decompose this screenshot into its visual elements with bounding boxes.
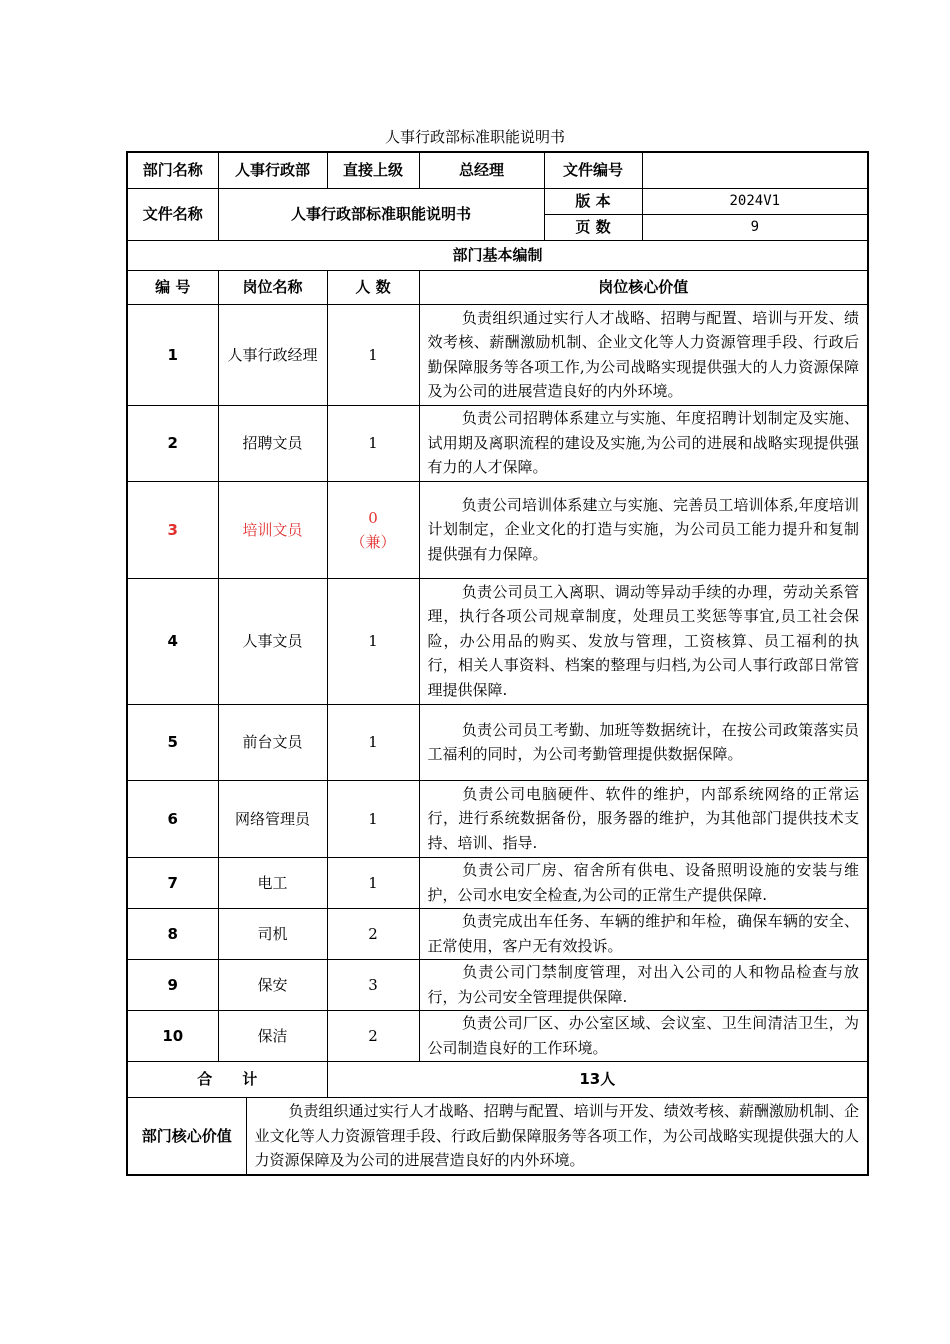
row-count: 3	[327, 959, 419, 1010]
row-value-text: 负责完成出车任务、车辆的维护和年检，确保车辆的安全、正常使用，客户无有效投诉。	[427, 912, 860, 955]
row-count-value: 0	[368, 508, 378, 527]
row-no: 1	[127, 304, 218, 405]
row-position: 招聘文员	[218, 405, 327, 481]
row-count	[327, 481, 419, 578]
row-value-text: 负责公司培训体系建立与实施、完善员工培训体系,年度培训计划制定，企业文化的打造与实施，为公司员工能力提升和复制提供强有力保障。	[427, 495, 860, 563]
row-count: 1	[327, 780, 419, 857]
file-name-value: 人事行政部标准职能说明书	[218, 188, 544, 240]
row-position: 网络管理员	[218, 780, 327, 857]
table-row	[127, 857, 868, 908]
row-position: 保安	[218, 959, 327, 1010]
col-header-value: 岗位核心价值	[419, 270, 868, 304]
table-row	[127, 1010, 868, 1061]
row-value	[419, 857, 868, 908]
core-value-row	[127, 1097, 868, 1175]
table-row	[127, 959, 868, 1010]
dept-label: 部门名称	[127, 152, 218, 188]
table-row	[127, 405, 868, 481]
row-no: 6	[127, 780, 218, 857]
row-value-text: 负责公司门禁制度管理，对出入公司的人和物品检查与放行，为公司安全管理提供保障.	[427, 963, 860, 1006]
header-row-1	[127, 152, 868, 188]
row-no: 10	[127, 1010, 218, 1061]
col-header-no: 编 号	[127, 270, 218, 304]
row-value	[419, 780, 868, 857]
row-no: 5	[127, 704, 218, 780]
table-row	[127, 908, 868, 959]
row-count: 2	[327, 908, 419, 959]
row-value	[419, 1010, 868, 1061]
row-count: 1	[327, 304, 419, 405]
row-position: 电工	[218, 857, 327, 908]
row-no: 7	[127, 857, 218, 908]
table-row	[127, 481, 868, 578]
row-value-text: 负责公司员工考勤、加班等数据统计，在按公司政策落实员工福利的同时，为公司考勤管理提供数据保障。	[427, 720, 860, 763]
column-header-row	[127, 270, 868, 304]
section-title-row	[127, 240, 868, 270]
row-no: 8	[127, 908, 218, 959]
row-no: 4	[127, 578, 218, 704]
row-value	[419, 908, 868, 959]
header-row-2	[127, 188, 868, 214]
total-value: 13人	[327, 1061, 868, 1097]
row-position: 人事行政经理	[218, 304, 327, 405]
row-value	[419, 578, 868, 704]
job-description-table	[126, 151, 869, 1176]
row-count: 1	[327, 857, 419, 908]
file-no-label: 文件编号	[544, 152, 642, 188]
version-label: 版 本	[544, 188, 642, 214]
row-value-text: 负责公司电脑硬件、软件的维护，内部系统网络的正常运行，进行系统数据备份，服务器的维护，为其他部门提供技术支持、培训、指导.	[427, 784, 860, 852]
row-count: 1	[327, 405, 419, 481]
row-count-note: （兼）	[350, 532, 396, 551]
row-no: 9	[127, 959, 218, 1010]
row-value-text: 负责公司厂房、宿舍所有供电、设备照明设施的安装与维护，公司水电安全检查,为公司的正常生产提供保障.	[427, 861, 860, 904]
col-header-count: 人 数	[327, 270, 419, 304]
row-no: 3	[127, 481, 218, 578]
core-value-label: 部门核心价值	[127, 1097, 246, 1175]
row-value-text: 负责公司招聘体系建立与实施、年度招聘计划制定及实施、试用期及离职流程的建设及实施,为公司的进展和战略实现提供强有力的人才保障。	[427, 409, 860, 477]
superior-value: 总经理	[419, 152, 544, 188]
row-position: 人事文员	[218, 578, 327, 704]
row-count: 2	[327, 1010, 419, 1061]
file-name-label: 文件名称	[127, 188, 218, 240]
file-no-value	[642, 152, 868, 188]
total-row	[127, 1061, 868, 1097]
document-title: 人事行政部标准职能说明书	[384, 128, 565, 146]
row-position: 前台文员	[218, 704, 327, 780]
row-value-text: 负责公司厂区、办公室区域、会议室、卫生间清洁卫生，为公司制造良好的工作环境。	[427, 1014, 860, 1057]
row-value	[419, 481, 868, 578]
job-description-table-wrap	[126, 151, 867, 1176]
table-row	[127, 780, 868, 857]
row-value	[419, 959, 868, 1010]
total-label: 合 计	[127, 1061, 327, 1097]
table-row	[127, 578, 868, 704]
superior-label: 直接上级	[327, 152, 419, 188]
row-count: 1	[327, 704, 419, 780]
version-value: 2024V1	[642, 188, 868, 214]
row-value-text: 负责组织通过实行人才战略、招聘与配置、培训与开发、绩效考核、薪酬激励机制、企业文化等人力资源管理手段、行政后勤保障服务等各项工作,为公司战略实现提供强大的人力资源保障及为公司的进展营造良好的内外环境。	[427, 308, 860, 400]
core-value	[246, 1097, 868, 1175]
row-count: 1	[327, 578, 419, 704]
row-value	[419, 405, 868, 481]
row-no: 2	[127, 405, 218, 481]
core-value-text: 负责组织通过实行人才战略、招聘与配置、培训与开发、绩效考核、薪酬激励机制、企业文化等人力资源管理手段、行政后勤保障服务等各项工作，为公司战略实现提供强大的人力资源保障及为公司的进展营造良好的内外环境。	[254, 1102, 860, 1169]
row-value	[419, 304, 868, 405]
table-row	[127, 704, 868, 780]
row-value	[419, 704, 868, 780]
table-row	[127, 304, 868, 405]
section-title: 部门基本编制	[127, 240, 868, 270]
pages-value: 9	[642, 214, 868, 240]
row-position: 保洁	[218, 1010, 327, 1061]
dept-value: 人事行政部	[218, 152, 327, 188]
col-header-position: 岗位名称	[218, 270, 327, 304]
row-position: 司机	[218, 908, 327, 959]
row-position: 培训文员	[218, 481, 327, 578]
row-value-text: 负责公司员工入离职、调动等异动手续的办理，劳动关系管理，执行各项公司规章制度，处理员工奖惩等事宜,员工社会保险，办公用品的购买、发放与管理，工资核算、员工福利的执行，相关人事资料、档案的整理与归档,为公司人事行政部日常管理提供保障.	[427, 582, 860, 699]
pages-label: 页 数	[544, 214, 642, 240]
